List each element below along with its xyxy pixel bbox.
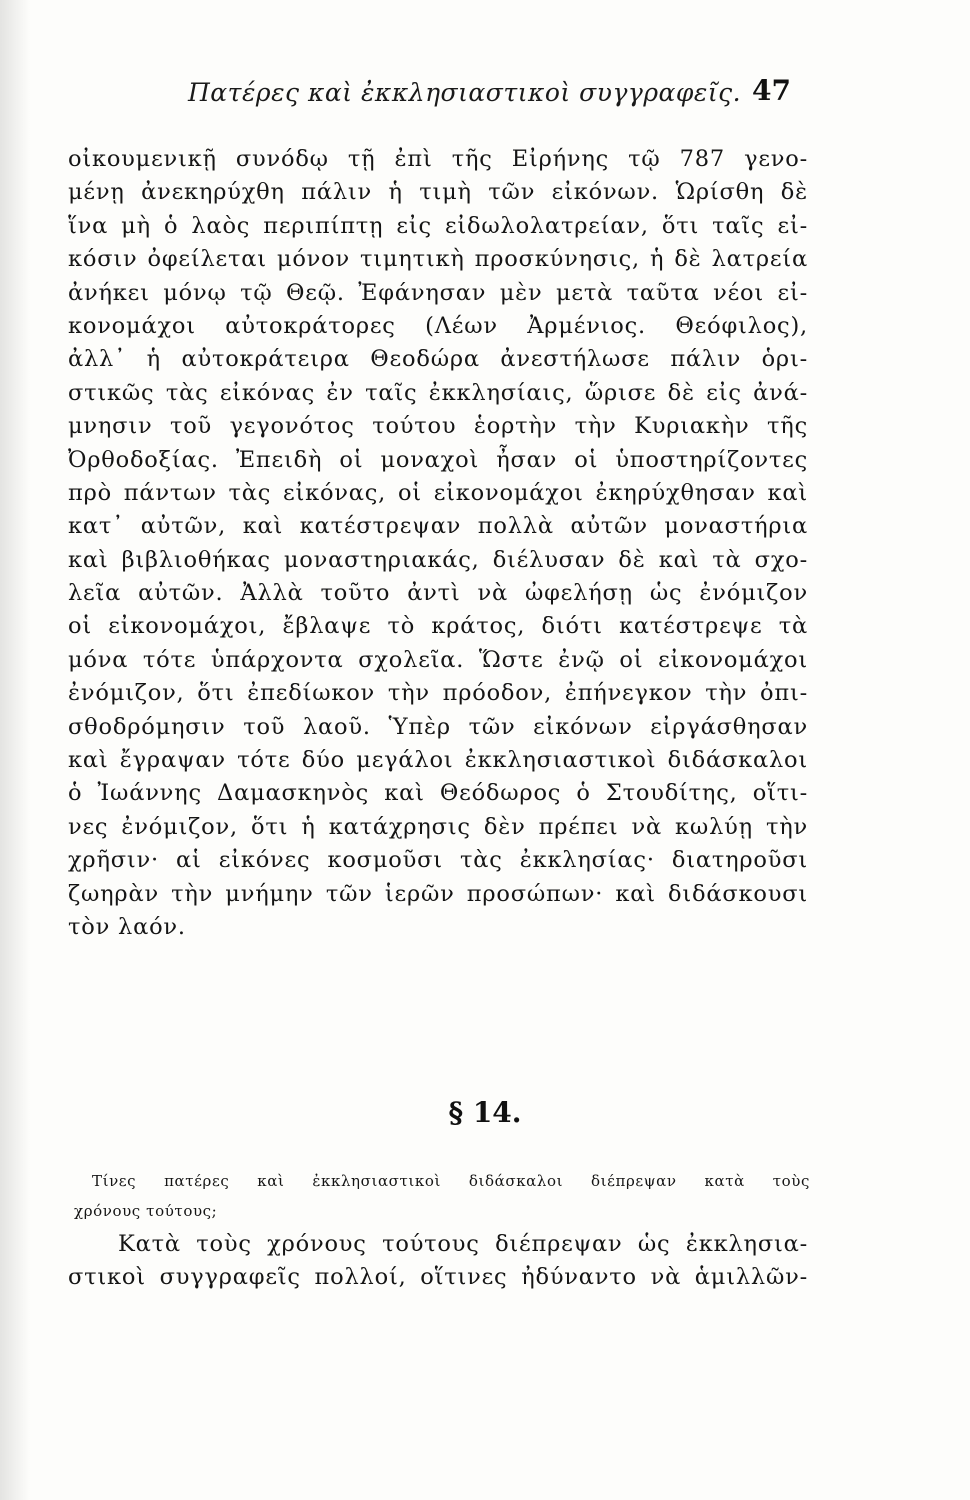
text-line: κόσιν ὀφείλεται μόνον τιμητικὴ προσκύνησις, ἡ δὲ λατρεία [68, 246, 808, 273]
main-text-block [68, 143, 808, 944]
text-line: κονομάχοι αὐτοκράτορες (Λέων Ἀρμένιος. Θεόφιλος), [68, 312, 808, 339]
text-line: σθοδρόμησιν τοῦ λαοῦ. Ὑπὲρ τῶν εἰκόνων εἰργάσθησαν [68, 713, 808, 740]
text-line: μόνα τότε ὑπάρχοντα σχολεῖα. Ὥστε ἐνῷ οἱ εἰκονομάχοι [68, 646, 808, 673]
text-line: ὁ Ἰωάννης Δαμασκηνὸς καὶ Θεόδωρος ὁ Στουδίτης, οἵτι- [68, 780, 808, 807]
text-line: ζωηρὰν τὴν μνήμην τῶν ἱερῶν προσώπων· καὶ διδάσκουσι [68, 880, 808, 907]
text-line: οἱ εἰκονομάχοι, ἔβλαψε τὸ κράτος, διότι κατέστρεψε τὰ [68, 613, 808, 640]
text-line: κατ᾿ αὐτῶν, καὶ κατέστρεψαν πολλὰ αὐτῶν μοναστήρια [68, 513, 808, 540]
summary-line: χρόνους τούτους; [74, 1202, 218, 1220]
text-line: ἵνα μὴ ὁ λαὸς περιπίπτῃ εἰς εἰδωλολατρείαν, ὅτι ταῖς εἰ- [68, 212, 808, 239]
section-heading: § 14. [448, 1096, 522, 1129]
text-line: μένῃ ἀνεκηρύχθη πάλιν ἡ τιμὴ τῶν εἰκόνων. Ὡρίσθη δὲ [68, 179, 808, 206]
text-line: Κατὰ τοὺς χρόνους τούτους διέπρεψαν ὡς ἐκκλησια- [118, 1231, 808, 1257]
running-title: Πατέρες καὶ ἐκκλησιαστικοὶ συγγραφεῖς. [188, 78, 742, 107]
section-body-text [68, 1228, 808, 1295]
section-summary [74, 1166, 810, 1226]
summary-line: Τίνες πατέρες καὶ ἐκκλησιαστικοὶ διδάσκαλοι διέπρεψαν κατὰ τοὺς [92, 1172, 810, 1190]
text-line: νες ἐνόμιζον, ὅτι ἡ κατάχρησις δὲν πρέπει νὰ κωλύῃ τὴν [68, 813, 808, 840]
text-line: ἀλλ᾿ ἡ αὐτοκράτειρα Θεοδώρα ἀνεστήλωσε πάλιν ὁρι- [68, 346, 808, 373]
page-edge-shadow [0, 0, 30, 1500]
text-line: πρὸ πάντων τὰς εἰκόνας, οἱ εἰκονομάχοι ἐκηρύχθησαν καὶ [68, 479, 808, 506]
text-line: Ὀρθοδοξίας. Ἐπειδὴ οἱ μοναχοὶ ἦσαν οἱ ὑποστηρίζοντες [68, 446, 808, 473]
running-head [0, 74, 970, 118]
text-line: στικοὶ συγγραφεῖς πολλοί, οἵτινες ἠδύναντο νὰ ἁμιλλῶν- [68, 1264, 808, 1291]
text-line: χρῆσιν· αἱ εἰκόνες κοσμοῦσι τὰς ἐκκλησίας· διατηροῦσι [68, 847, 808, 874]
page-number: 47 [752, 74, 791, 107]
text-line: οἰκουμενικῇ συνόδῳ τῇ ἐπὶ τῆς Εἰρήνης τῷ 787 γενο- [68, 146, 808, 172]
text-line: μνησιν τοῦ γεγονότος τούτου ἑορτὴν τὴν Κυριακὴν τῆς [68, 413, 808, 440]
text-line: ἐνόμιζον, ὅτι ἐπεδίωκον τὴν πρόοδον, ἐπήνεγκον τὴν ὀπι- [68, 680, 808, 707]
text-line: στικῶς τὰς εἰκόνας ἐν ταῖς ἐκκλησίαις, ὥρισε δὲ εἰς ἀνά- [68, 379, 808, 406]
text-line: ἀνήκει μόνῳ τῷ Θεῷ. Ἐφάνησαν μὲν μετὰ ταῦτα νέοι εἰ- [68, 279, 808, 306]
text-line: καὶ ἔγραψαν τότε δύο μεγάλοι ἐκκλησιαστικοὶ διδάσκαλοι [68, 747, 808, 774]
text-line: λεῖα αὐτῶν. Ἀλλὰ τοῦτο ἀντὶ νὰ ὠφελήσῃ ὡς ἐνόμιζον [68, 580, 808, 607]
text-line: καὶ βιβλιοθήκας μοναστηριακάς, διέλυσαν δὲ καὶ τὰ σχο- [68, 546, 808, 573]
text-line: τὸν λαόν. [68, 913, 186, 940]
